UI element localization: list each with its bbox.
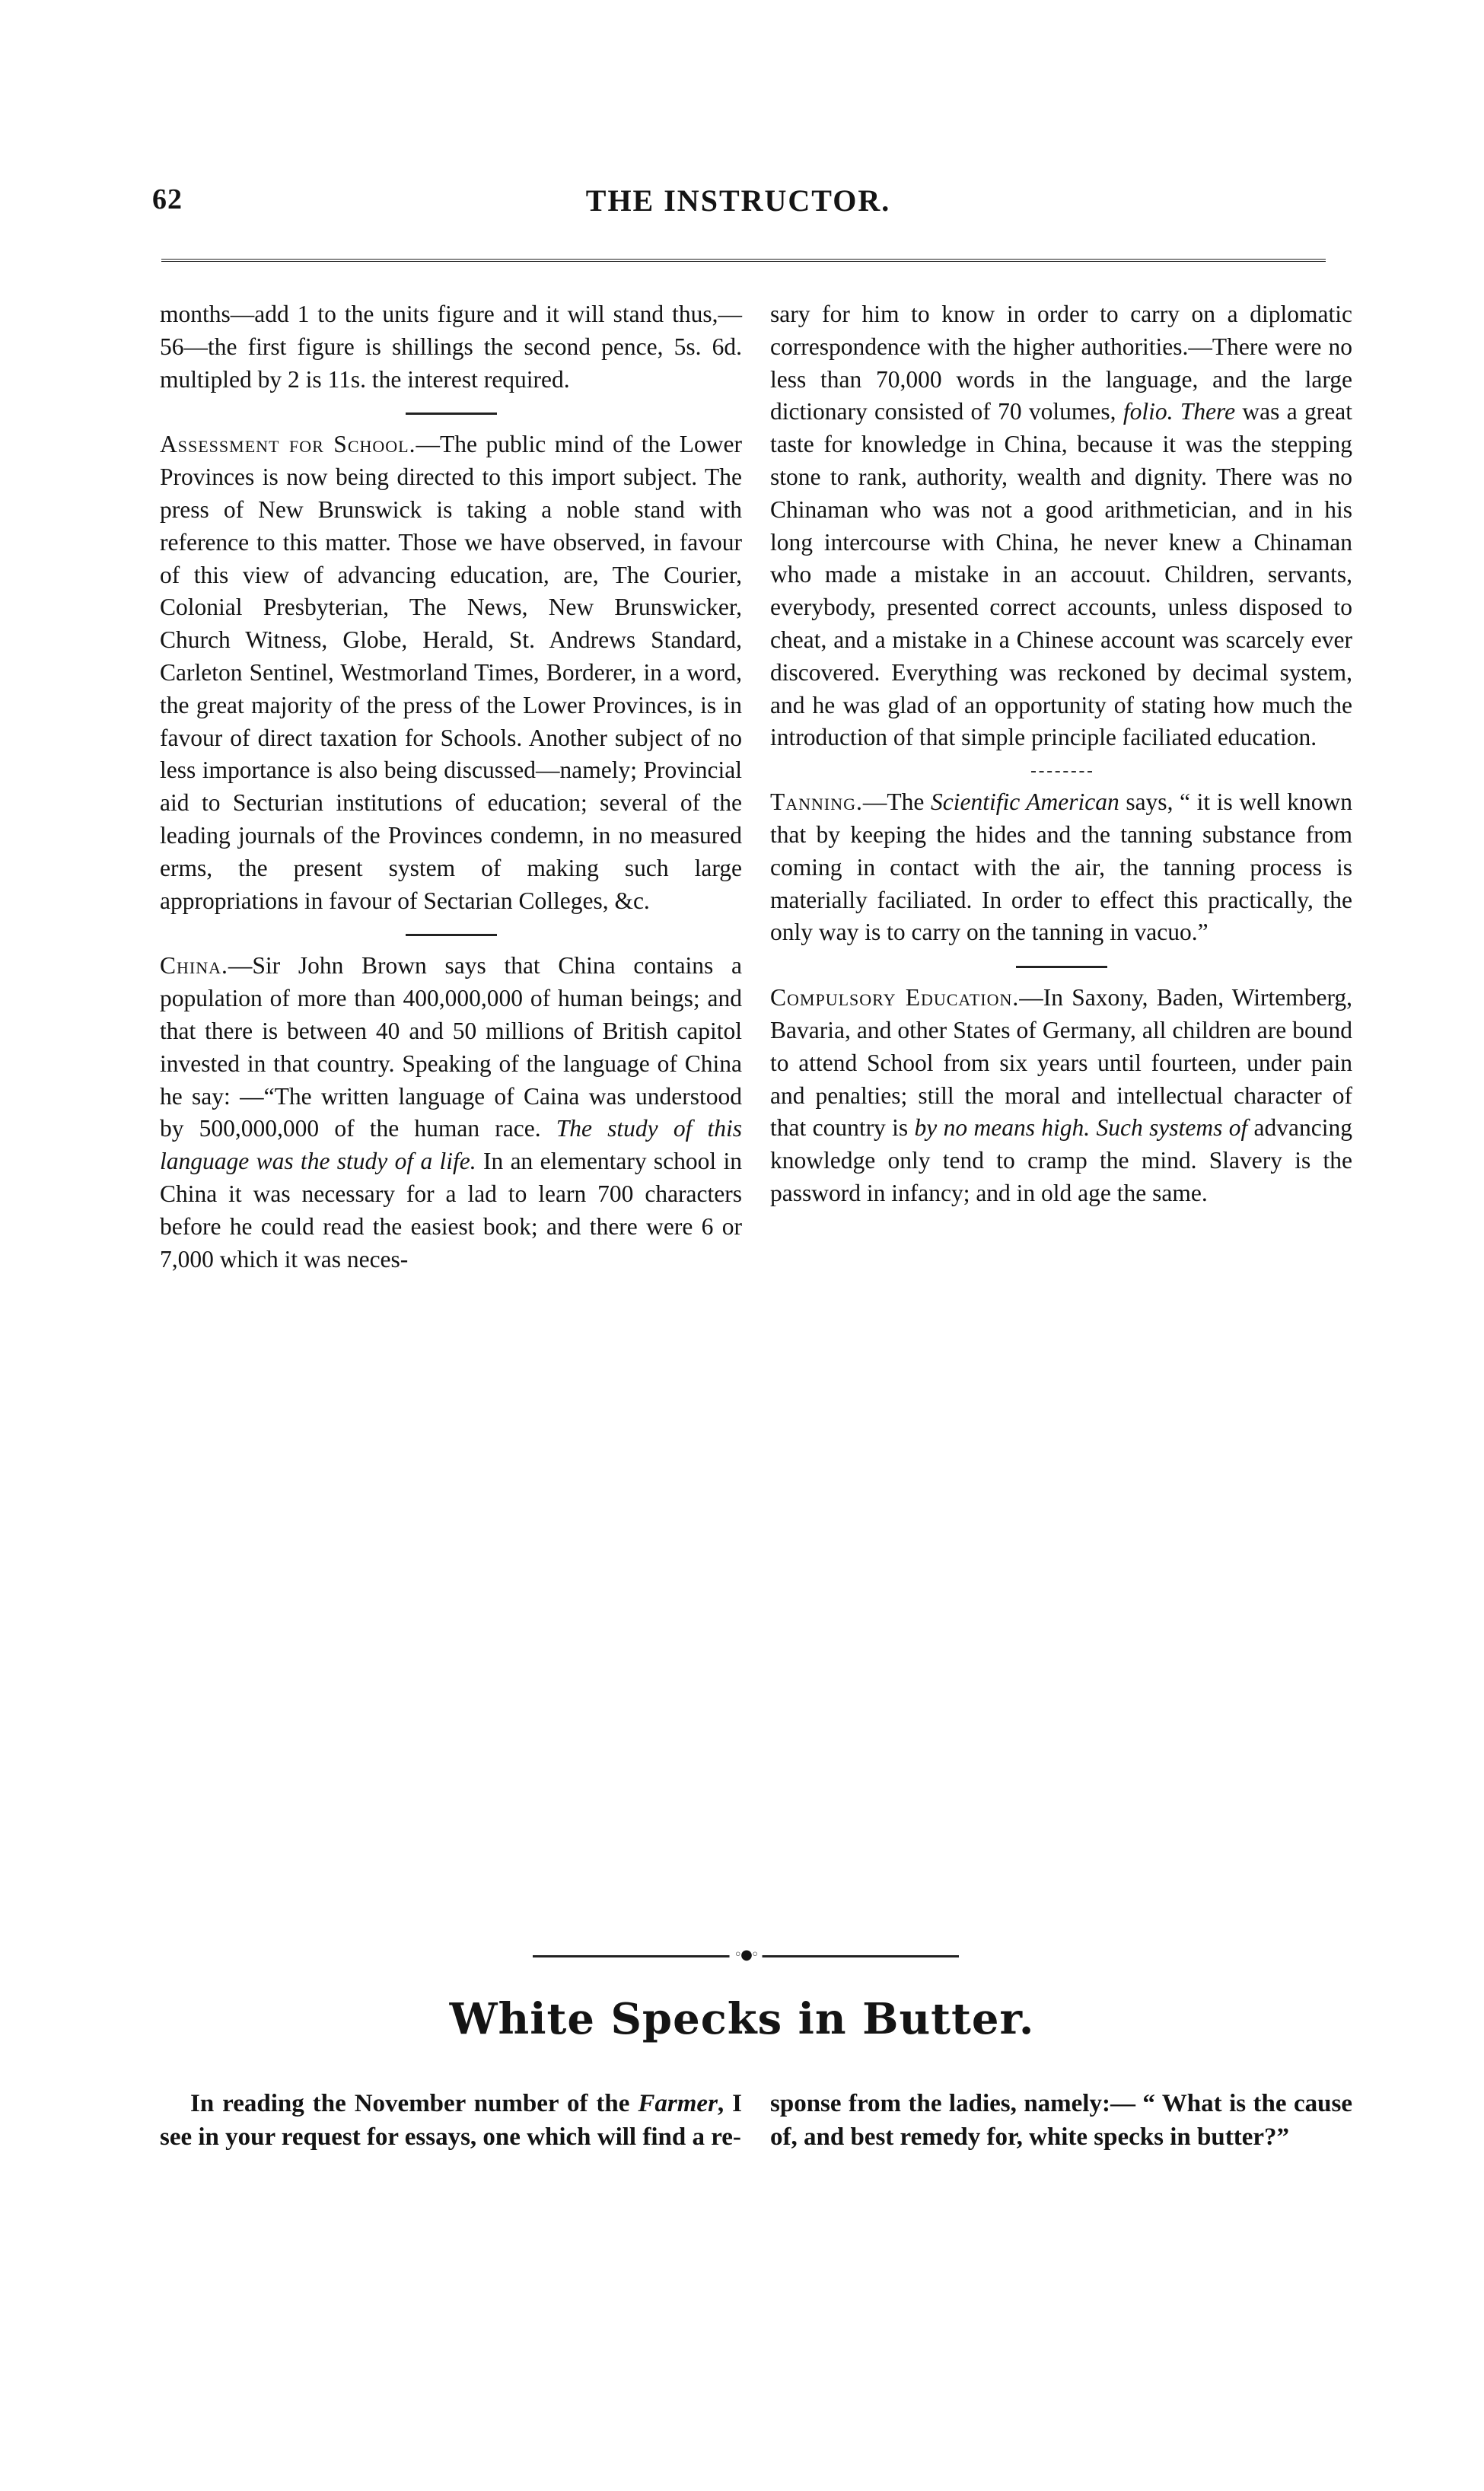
- tanning-source: Scientific American: [930, 788, 1119, 816]
- compulsory-heading: Compulsory Education.: [770, 984, 1020, 1011]
- china-text-1: —Sir John Brown says that China contains a population of more than 400,000,000 of human beings; and that there is between 40 and 50 millions of British capitol invested in that country. Speaking of the language of China he say: —“The written language of Caina was understood by 500,000,000 of the human race.: [160, 952, 742, 1142]
- section-divider: [533, 1947, 959, 1963]
- assessment-paragraph: [160, 428, 742, 917]
- tanning-heading: Tanning.: [770, 788, 863, 816]
- article-right-column: sponse from the ladies, namely:— “ What is the cause of, and best remedy for, white specks in butter?”: [770, 2090, 1352, 2151]
- page-number: 62: [152, 183, 183, 215]
- ornament-icon: ◦●◦: [730, 1947, 763, 1963]
- months-paragraph: months—add 1 to the units figure and it will stand thus,—56—the first figure is shillings the second pence, 5s. 6d. multipled by 2 is 11s. the interest required.: [160, 301, 742, 393]
- separator-rule: [406, 413, 497, 415]
- china-folio-italic: folio. There: [1123, 398, 1236, 425]
- assessment-heading: Assessment for School.: [160, 431, 416, 458]
- tanning-paragraph: [770, 786, 1352, 949]
- article-left-column: [160, 2087, 742, 2154]
- china-heading: China.: [160, 952, 228, 980]
- article-left-text-1: In reading the November number of the: [190, 2090, 639, 2117]
- compulsory-text-1: —In Saxony, Baden, Wirtemberg, Bavaria, and other States of Germany, all children are bound to attend School from six years until fourteen, under pain and penalties; still the moral and intellectual character of that country is: [770, 984, 1352, 1142]
- china-cont-text-2: was a great taste for knowledge in China, because it was the stepping stone to rank, authority, wealth and dignity. There was no Chinaman who was not a good arithmetician, and in his long intercourse with China, he never knew a Chinaman who made a mistake in an accouut. Children, servants, everybody, presented correct accounts, unless disposed to cheat, and a mistake in a Chinese account was scarcely ever discovered. Everything was reckoned by decimal system, and he was glad of an opportunity of stating how much the introduction of that simple principle faciliated education.: [770, 398, 1352, 751]
- article-title: White Specks in Butter.: [449, 1994, 1035, 2044]
- right-column: [770, 298, 1352, 1210]
- china-text-2: In an elementary school in China it was necessary for a lad to learn 700 characters before he could read the easiest book; and there were 6 or 7,000 which it was neces-: [160, 1148, 743, 1273]
- china-paragraph: [160, 950, 742, 1276]
- separator-rule: [1031, 771, 1092, 772]
- china-cont-text-1: sary for him to know in order to carry on a diplomatic correspondence with the higher authorities.—There were no less than 70,000 words in the language, and the large dictionary consisted of 70 volumes,: [770, 301, 1352, 425]
- compulsory-text-2: advancing knowledge only tend to cramp the mind. Slavery is the password in infancy; and in old age the same.: [770, 1114, 1352, 1206]
- separator-rule: [406, 934, 497, 936]
- article-left-text-2: , I see in your request for essays, one which will find a re-: [160, 2090, 743, 2151]
- compulsory-paragraph: [770, 982, 1352, 1210]
- running-title: THE INSTRUCTOR.: [585, 183, 891, 218]
- china-italic-text: The study of this language was the study of a life.: [160, 1115, 742, 1175]
- header-rule: [161, 259, 1326, 262]
- assessment-text: —The public mind of the Lower Provinces is now being directed to this import subject. The press of New Brunswick is taking a noble stand with reference to this matter. Those we have observed, in favour of this view of advancing education, are, The Courier, Colonial Presbyterian, The News, New Brunswicker, Church Witness, Globe, Herald, St. Andrews Standard, Carleton Sentinel, Westmorland Times, Borderer, in a word, the great majority of the press of the Lower Provinces, is in favour of direct taxation for Schools. Another subject of no less importance is also being discussed—namely; Provincial aid to Secturian institutions of education; several of the leading journals of the Provinces condemn, in no measured erms, the present system of making such large appropriations in favour of Sectarian Colleges, &c.: [160, 431, 743, 914]
- left-column: [160, 298, 742, 1276]
- tanning-lead: —The: [862, 788, 931, 816]
- compulsory-italic-text: by no means high. Such systems of: [914, 1114, 1248, 1142]
- separator-rule: [1016, 966, 1107, 968]
- article-farmer-italic: Farmer: [638, 2090, 718, 2117]
- tanning-text: says, “ it is well known that by keeping the hides and the tanning substance from coming in contact with the air, the tanning process is materially faciliated. In order to effect this practically, the only way is to carry on the tanning in vacuo.”: [770, 788, 1352, 946]
- page-header: [152, 183, 1324, 236]
- china-continued-paragraph: [770, 298, 1352, 754]
